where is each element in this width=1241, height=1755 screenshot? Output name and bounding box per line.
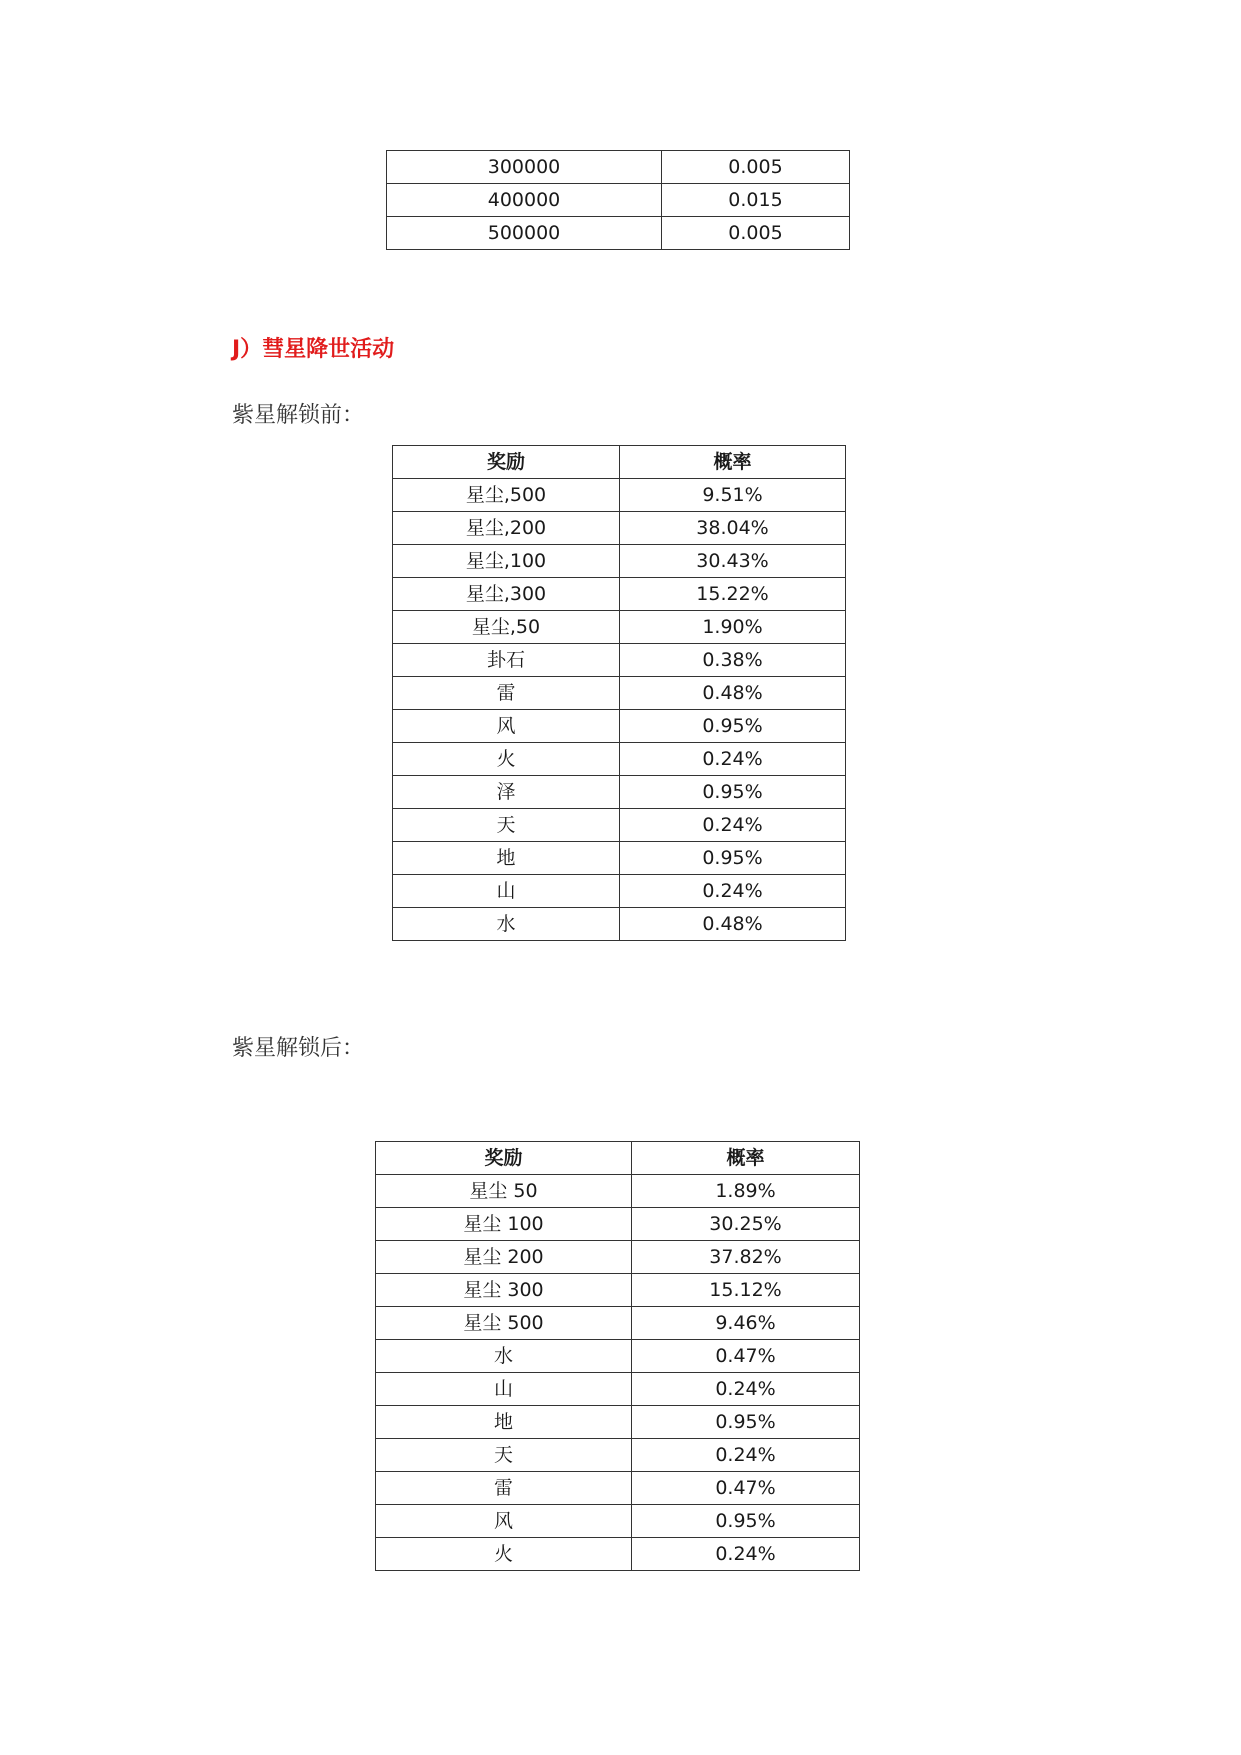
table-row — [376, 1274, 860, 1307]
table-row — [376, 1538, 860, 1571]
top-probability-table — [386, 150, 850, 250]
table-row — [393, 908, 846, 941]
probability-cell: 1.90% — [620, 611, 846, 644]
table-header-row — [376, 1142, 860, 1175]
probability-cell: 0.24% — [620, 875, 846, 908]
table-row — [393, 512, 846, 545]
reward-cell: 山 — [376, 1373, 632, 1406]
probability-cell: 0.24% — [620, 743, 846, 776]
reward-cell: 山 — [393, 875, 620, 908]
reward-cell: 天 — [376, 1439, 632, 1472]
table-row — [376, 1307, 860, 1340]
table-row — [387, 151, 850, 184]
probability-cell: 0.38% — [620, 644, 846, 677]
section-heading: J）彗星降世活动 — [232, 337, 395, 362]
reward-cell: 火 — [376, 1538, 632, 1571]
table-row — [376, 1472, 860, 1505]
probability-cell: 15.22% — [620, 578, 846, 611]
probability-cell: 0.48% — [620, 908, 846, 941]
probability-cell: 0.47% — [632, 1472, 860, 1505]
reward-cell: 卦石 — [393, 644, 620, 677]
table-header-row — [393, 446, 846, 479]
reward-cell: 星尘,300 — [393, 578, 620, 611]
reward-cell: 风 — [376, 1505, 632, 1538]
reward-cell: 星尘 500 — [376, 1307, 632, 1340]
probability-cell: 37.82% — [632, 1241, 860, 1274]
reward-cell: 泽 — [393, 776, 620, 809]
probability-cell: 0.95% — [632, 1505, 860, 1538]
reward-cell: 星尘 100 — [376, 1208, 632, 1241]
reward-cell: 星尘,100 — [393, 545, 620, 578]
probability-cell: 0.015 — [662, 184, 850, 217]
probability-cell: 0.95% — [620, 710, 846, 743]
probability-cell: 30.25% — [632, 1208, 860, 1241]
table-row — [376, 1175, 860, 1208]
table-row — [376, 1241, 860, 1274]
after-unlock-label: 紫星解锁后： — [232, 1036, 365, 1061]
after-unlock-table — [375, 1141, 860, 1571]
reward-cell: 星尘,50 — [393, 611, 620, 644]
reward-cell: 雷 — [393, 677, 620, 710]
before-unlock-label: 紫星解锁前： — [232, 403, 365, 428]
probability-cell: 0.48% — [620, 677, 846, 710]
reward-cell: 星尘 200 — [376, 1241, 632, 1274]
table-row — [376, 1505, 860, 1538]
probability-cell: 0.47% — [632, 1340, 860, 1373]
table-row — [376, 1373, 860, 1406]
reward-cell: 火 — [393, 743, 620, 776]
probability-cell: 0.005 — [662, 151, 850, 184]
probability-cell: 9.51% — [620, 479, 846, 512]
reward-cell: 雷 — [376, 1472, 632, 1505]
reward-cell: 400000 — [387, 184, 662, 217]
table-row — [393, 578, 846, 611]
table-row — [387, 217, 850, 250]
table-row — [393, 479, 846, 512]
before-unlock-table — [392, 445, 846, 941]
probability-cell: 38.04% — [620, 512, 846, 545]
reward-cell: 水 — [376, 1340, 632, 1373]
header-reward: 奖励 — [376, 1142, 632, 1175]
reward-cell: 地 — [393, 842, 620, 875]
table-row — [393, 644, 846, 677]
table-row — [393, 677, 846, 710]
reward-cell: 500000 — [387, 217, 662, 250]
table-row — [376, 1406, 860, 1439]
probability-cell: 9.46% — [632, 1307, 860, 1340]
reward-cell: 地 — [376, 1406, 632, 1439]
reward-cell: 星尘,200 — [393, 512, 620, 545]
top-table-body — [387, 151, 850, 250]
reward-cell: 星尘 300 — [376, 1274, 632, 1307]
table-row — [376, 1439, 860, 1472]
probability-cell: 0.24% — [632, 1373, 860, 1406]
probability-cell: 1.89% — [632, 1175, 860, 1208]
header-probability: 概率 — [632, 1142, 860, 1175]
probability-cell: 0.24% — [632, 1538, 860, 1571]
probability-cell: 0.24% — [620, 809, 846, 842]
table-row — [393, 710, 846, 743]
probability-cell: 0.95% — [620, 776, 846, 809]
reward-cell: 水 — [393, 908, 620, 941]
table-row — [393, 611, 846, 644]
probability-cell: 0.95% — [632, 1406, 860, 1439]
reward-cell: 星尘 50 — [376, 1175, 632, 1208]
reward-cell: 天 — [393, 809, 620, 842]
table-row — [393, 842, 846, 875]
table-row — [376, 1208, 860, 1241]
table-row — [387, 184, 850, 217]
header-probability: 概率 — [620, 446, 846, 479]
table-row — [393, 875, 846, 908]
probability-cell: 0.24% — [632, 1439, 860, 1472]
reward-cell: 星尘,500 — [393, 479, 620, 512]
reward-cell: 300000 — [387, 151, 662, 184]
table-row — [393, 776, 846, 809]
probability-cell: 30.43% — [620, 545, 846, 578]
table-row — [393, 743, 846, 776]
before-unlock-table-body — [393, 479, 846, 941]
probability-cell: 0.005 — [662, 217, 850, 250]
probability-cell: 15.12% — [632, 1274, 860, 1307]
after-unlock-table-body — [376, 1175, 860, 1571]
table-row — [393, 545, 846, 578]
table-row — [393, 809, 846, 842]
header-reward: 奖励 — [393, 446, 620, 479]
probability-cell: 0.95% — [620, 842, 846, 875]
reward-cell: 风 — [393, 710, 620, 743]
table-row — [376, 1340, 860, 1373]
